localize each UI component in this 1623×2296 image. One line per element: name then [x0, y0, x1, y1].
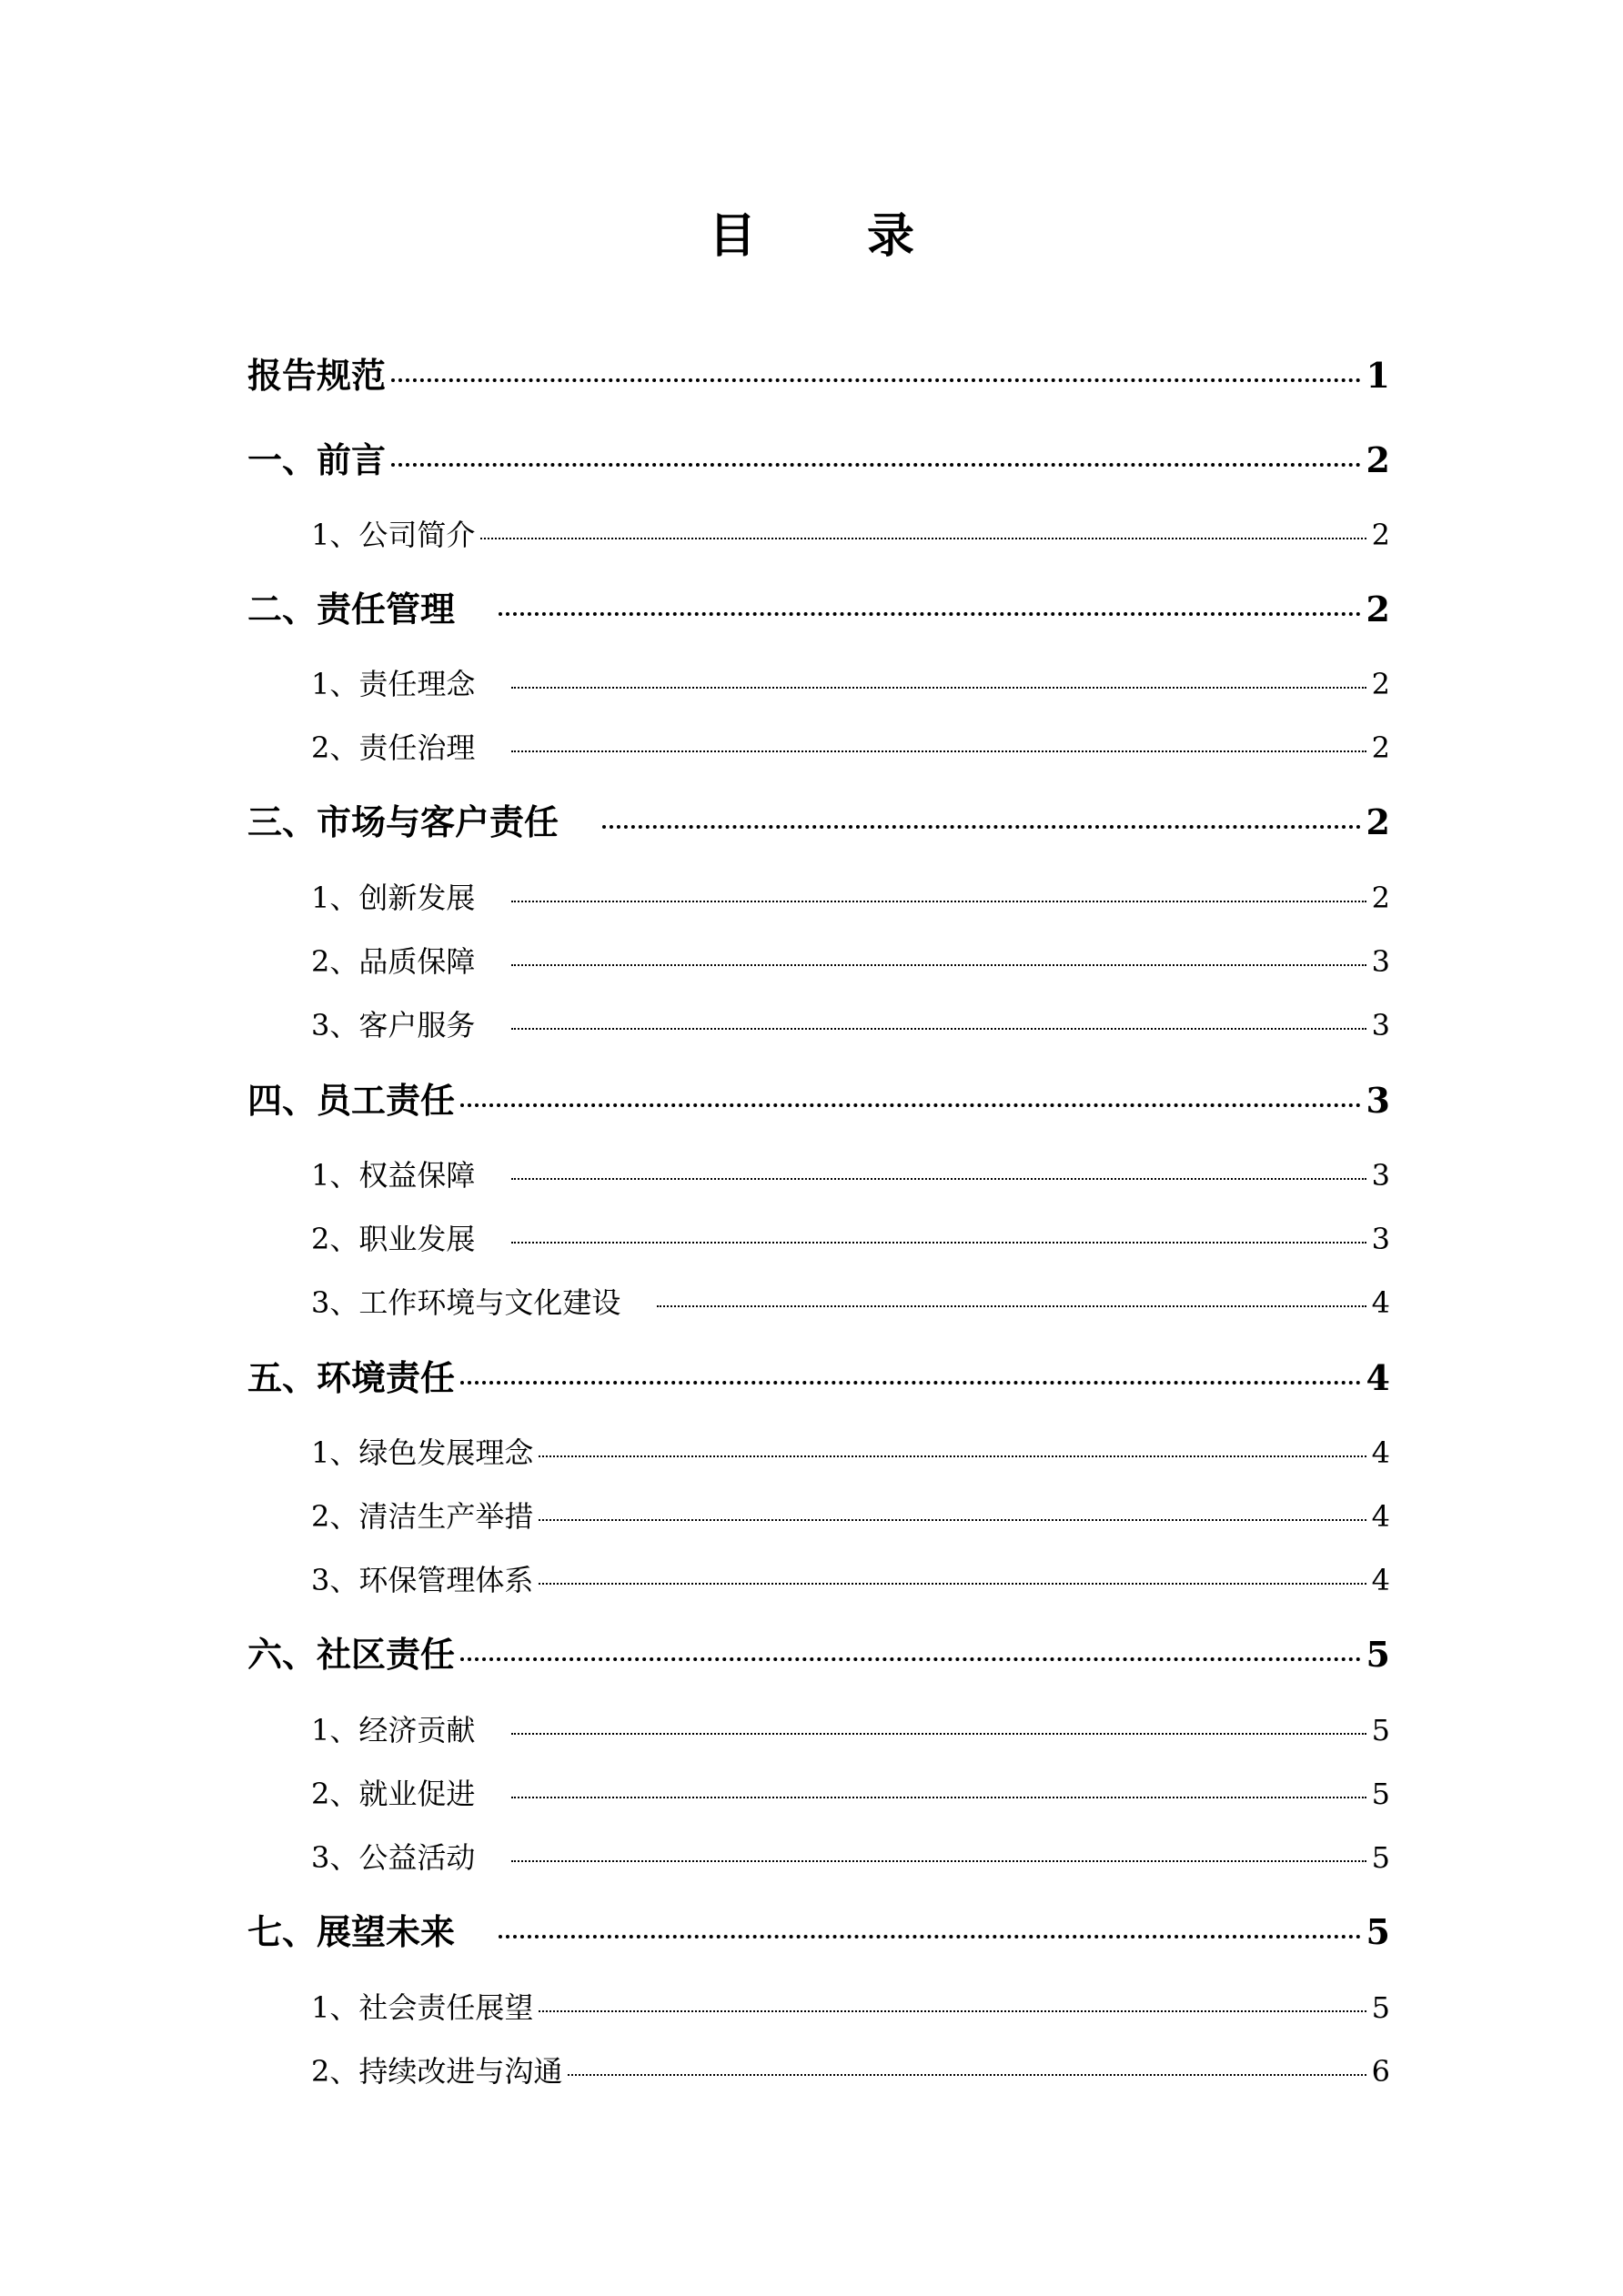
dot-leader [511, 750, 1366, 752]
dot-leader [511, 1797, 1366, 1798]
toc-title: 目 录 [708, 208, 963, 264]
toc-entry-page: 5 [1371, 1777, 1390, 1811]
toc-entry-label: 1、责任理念 [311, 667, 476, 701]
toc-entry-quality[interactable] [247, 940, 1390, 983]
toc-entry-page: 1 [1366, 355, 1390, 396]
dot-leader [480, 538, 1366, 539]
toc-entry-charity[interactable] [247, 1836, 1390, 1879]
toc-entry-page: 4 [1371, 1285, 1390, 1320]
toc-entry-employment[interactable] [247, 1772, 1390, 1816]
toc-entry-page: 5 [1371, 1840, 1390, 1875]
toc-entry-career[interactable] [247, 1217, 1390, 1261]
dot-leader [511, 901, 1366, 902]
dot-leader [460, 1657, 1361, 1661]
toc-entry-label: 2、品质保障 [311, 944, 476, 979]
toc-entry-label: 1、绿色发展理念 [311, 1435, 534, 1470]
dot-leader [391, 378, 1361, 382]
toc-entry-green-development[interactable] [247, 1431, 1390, 1475]
dot-leader [657, 1305, 1366, 1307]
dot-leader [511, 1860, 1366, 1862]
toc-entry-label: 七、展望未来 [247, 1911, 456, 1952]
toc-entry-responsibility-management[interactable] [247, 584, 1390, 635]
toc-entry-page: 2 [1371, 730, 1390, 765]
toc-entry-label: 一、前言 [247, 439, 387, 480]
toc-entry-economic-contribution[interactable] [247, 1708, 1390, 1752]
dot-leader [511, 1242, 1366, 1244]
toc-entry-responsibility-governance[interactable] [247, 726, 1390, 770]
toc-entry-label: 1、权益保障 [311, 1158, 476, 1193]
toc-entry-page: 5 [1366, 1634, 1390, 1675]
toc-entry-label: 报告规范 [247, 355, 387, 396]
toc-entry-page: 4 [1366, 1357, 1390, 1398]
dot-leader [568, 2074, 1366, 2076]
dot-leader [602, 825, 1361, 829]
dot-leader [539, 1583, 1366, 1585]
toc-entry-work-environment[interactable] [247, 1281, 1390, 1324]
toc-entry-page: 2 [1366, 589, 1390, 629]
dot-leader [539, 1519, 1366, 1521]
toc-entry-page: 4 [1371, 1563, 1390, 1597]
toc-entry-label: 3、公益活动 [311, 1840, 476, 1875]
toc-entry-page: 3 [1371, 1158, 1390, 1193]
toc-entry-label: 三、市场与客户责任 [247, 801, 559, 842]
toc-entry-label: 四、员工责任 [247, 1080, 456, 1121]
toc-entry-page: 3 [1371, 1222, 1390, 1256]
toc-entry-label: 2、持续改进与沟通 [311, 2054, 563, 2089]
toc-entry-page: 5 [1371, 1990, 1390, 2025]
dot-leader [499, 612, 1361, 616]
toc-entry-page: 5 [1366, 1911, 1390, 1952]
toc-entry-page: 3 [1371, 1008, 1390, 1042]
toc-entry-page: 2 [1371, 667, 1390, 701]
toc-entry-page: 4 [1371, 1435, 1390, 1470]
toc-entry-report-standard[interactable] [247, 350, 1390, 401]
toc-entry-label: 2、就业促进 [311, 1777, 476, 1811]
toc-entry-label: 3、工作环境与文化建设 [311, 1285, 621, 1320]
toc-entry-environment[interactable] [247, 1353, 1390, 1404]
toc-entry-rights[interactable] [247, 1153, 1390, 1197]
toc-entry-customer-service[interactable] [247, 1003, 1390, 1047]
toc-entry-label: 1、经济贡献 [311, 1713, 476, 1747]
dot-leader [511, 687, 1366, 689]
dot-leader [511, 1028, 1366, 1030]
dot-leader [511, 1733, 1366, 1735]
toc-entry-responsibility-philosophy[interactable] [247, 662, 1390, 706]
dot-leader [511, 964, 1366, 966]
toc-entry-clean-production[interactable] [247, 1495, 1390, 1538]
toc-entry-page: 2 [1366, 801, 1390, 842]
toc-entry-innovation[interactable] [247, 876, 1390, 920]
toc-entry-page: 3 [1366, 1080, 1390, 1121]
toc-entry-market-customer[interactable] [247, 797, 1390, 848]
dot-leader [511, 1178, 1366, 1180]
toc-entry-page: 2 [1371, 518, 1390, 552]
toc-entry-preface[interactable] [247, 435, 1390, 486]
toc-entry-employee[interactable] [247, 1075, 1390, 1126]
toc-entry-label: 六、社区责任 [247, 1634, 456, 1675]
toc-entry-environmental-management[interactable] [247, 1558, 1390, 1602]
toc-entry-page: 5 [1371, 1713, 1390, 1747]
toc-entry-page: 4 [1371, 1499, 1390, 1534]
toc-entry-label: 1、创新发展 [311, 881, 476, 915]
toc-entry-page: 6 [1371, 2054, 1390, 2089]
toc-entry-label: 2、职业发展 [311, 1222, 476, 1256]
toc-entry-label: 1、社会责任展望 [311, 1990, 534, 2025]
dot-leader [499, 1935, 1361, 1939]
toc-entry-label: 五、环境责任 [247, 1357, 456, 1398]
toc-entry-label: 3、环保管理体系 [311, 1563, 534, 1597]
dot-leader [391, 463, 1361, 467]
toc-entry-label: 2、责任治理 [311, 730, 476, 765]
dot-leader [539, 1455, 1366, 1457]
toc-entry-label: 2、清洁生产举措 [311, 1499, 534, 1534]
toc-entry-page: 2 [1371, 881, 1390, 915]
toc-entry-community[interactable] [247, 1629, 1390, 1680]
toc-entry-company-profile[interactable] [247, 513, 1390, 557]
dot-leader [539, 2010, 1366, 2012]
toc-entry-outlook[interactable] [247, 1907, 1390, 1958]
dot-leader [460, 1103, 1361, 1107]
toc-entry-page: 2 [1366, 439, 1390, 480]
dot-leader [460, 1381, 1361, 1385]
toc-entry-label: 二、责任管理 [247, 589, 456, 629]
toc-entry-page: 3 [1371, 944, 1390, 979]
toc-entry-label: 1、公司简介 [311, 518, 476, 552]
toc-entry-social-outlook[interactable] [247, 1986, 1390, 2029]
toc-entry-continuous-improvement[interactable] [247, 2049, 1390, 2093]
toc-entry-label: 3、客户服务 [311, 1008, 476, 1042]
